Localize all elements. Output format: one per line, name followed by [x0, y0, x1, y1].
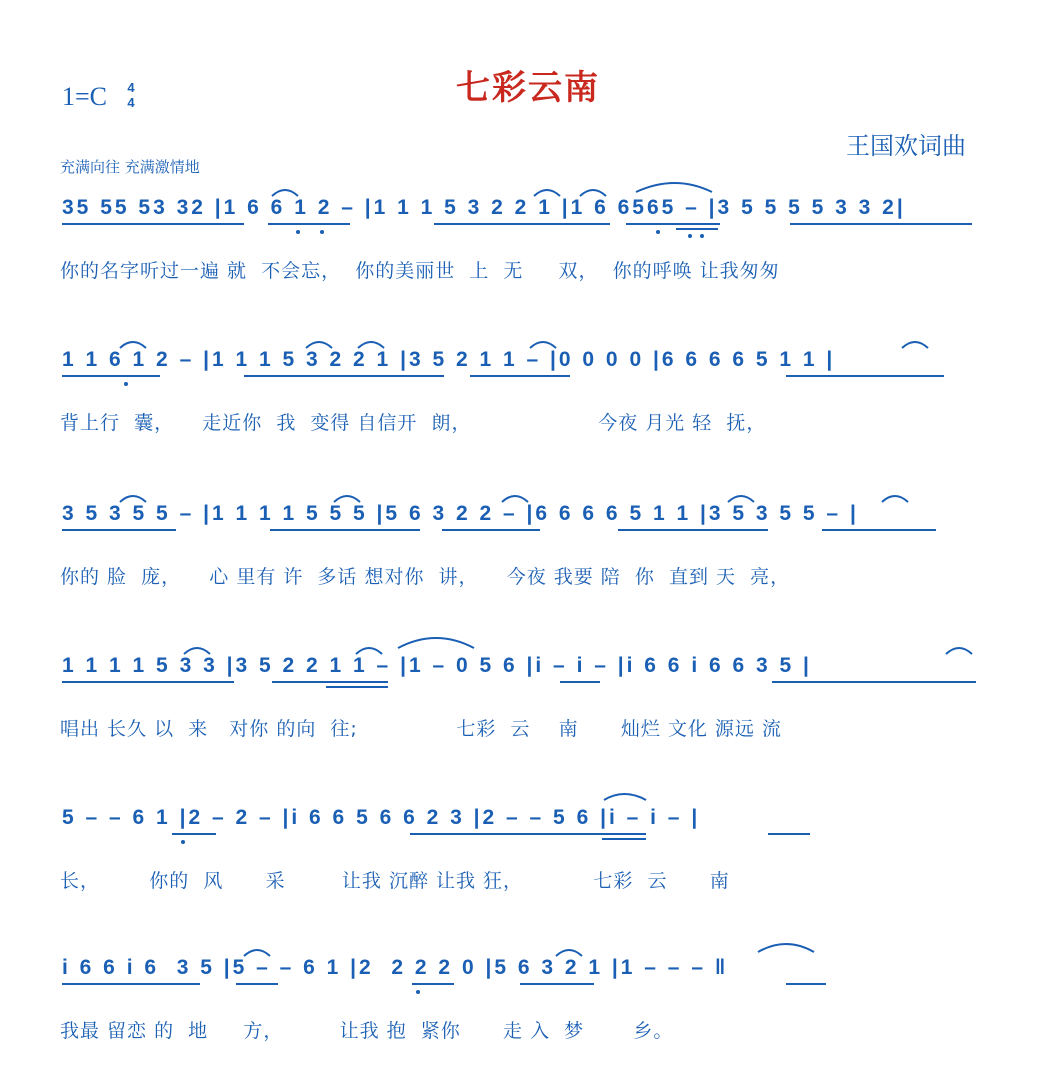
notation-line: 5 – – 6 1 |2 – 2 – |i 6 6 5 6 6 2 3 |2 – – 5 6 |i – i – |	[62, 806, 701, 829]
tempo-marking: 充满向往 充满激情地	[60, 158, 200, 176]
lyrics-line: 唱出 长久 以 来 对你 的向 往; 七彩 云 南 灿烂 文化 源远 流	[60, 718, 782, 740]
notation-line: i 6 6 i 6 3 5 |5 – – 6 1 |2 2 2 2 0 |5 6 3 2 1 |1 – – – ‖	[62, 956, 729, 979]
lyrics-line: 你的名字听过一遍 就 不会忘， 你的美丽世 上 无 双， 你的呼唤 让我匆匆	[60, 260, 780, 282]
lyrics-line: 长， 你的 风 采 让我 沉醉 让我 狂， 七彩 云 南	[60, 870, 730, 892]
key-signature: 1=C	[62, 82, 108, 111]
time-signature-top: 4	[127, 80, 135, 95]
notation-line: 1 1 6 1 2 – |1 1 1 5 3 2 2 1 |3 5 2 1 1 – |0 0 0 0 |6 6 6 6 5 1 1 |	[62, 348, 836, 371]
author-credit: 王国欢词曲	[846, 132, 966, 160]
time-signature-bottom: 4	[127, 95, 135, 110]
notation-line: 1 1 1 1 5 3 3 |3 5 2 2 1 1 – |1 – 0 5 6 |i – i – |i 6 6 i 6 6 3 5 |	[62, 654, 812, 677]
notation-line: 3 5 3 5 5 – |1 1 1 1 5 5 5 |5 6 3 2 2 – |6 6 6 6 5 1 1 |3 5 3 5 5 – |	[62, 502, 859, 525]
page-title: 七彩云南	[456, 68, 600, 108]
lyrics-line: 我最 留恋 的 地 方， 让我 抱 紧你 走 入 梦 乡。	[60, 1020, 674, 1042]
lyrics-line: 你的 脸 庞， 心 里有 许 多话 想对你 讲， 今夜 我要 陪 你 直到 天 亮，	[60, 566, 791, 588]
notation-line: 35 55 53 32 |1 6 6 1 2 – |1 1 1 5 3 2 2 1 |1 6 6565 – |3 5 5 5 5 3 3 2|	[62, 196, 906, 219]
time-signature	[124, 80, 138, 110]
lyrics-line: 背上行 囊， 走近你 我 变得 自信开 朗， 今夜 月光 轻 抚，	[60, 412, 767, 434]
